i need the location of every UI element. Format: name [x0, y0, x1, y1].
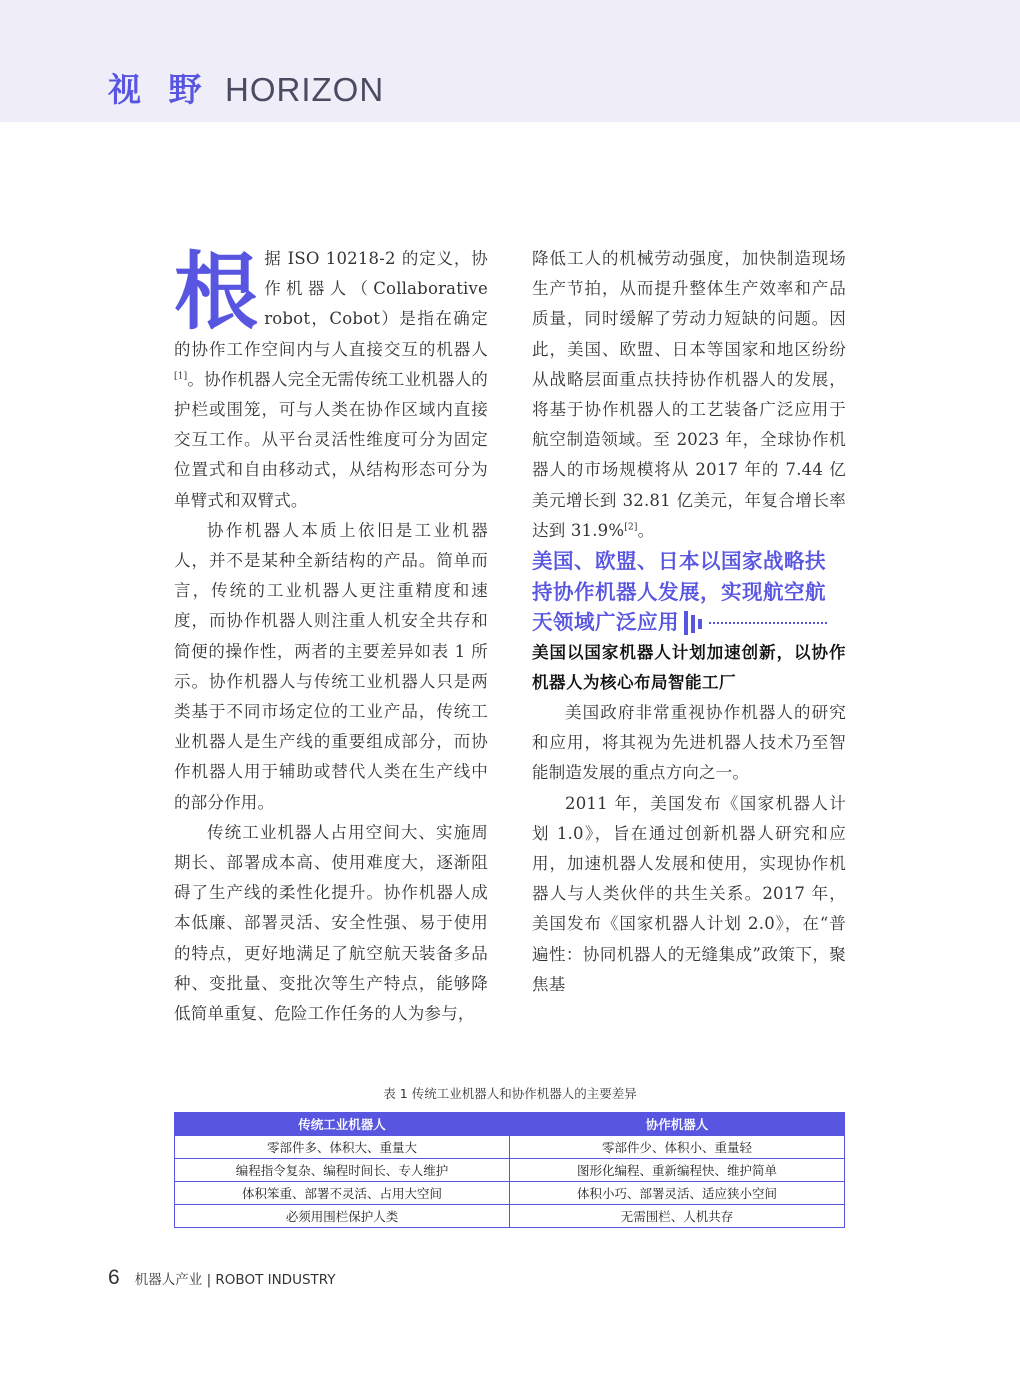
- left-p1-text: 据 ISO 10218-2 的定义，协作机器人（Collaborative robot，Cobot）是指在确定的协作工作空间内与人直接交互的机器人: [174, 249, 488, 359]
- page-number: 6: [108, 1266, 120, 1289]
- left-paragraph-3: 传统工业机器人占用空间大、实施周期长、部署成本高、使用难度大，逐渐阻碍了生产线的柔性化提升。协作机器人成本低廉、部署灵活、安全性强、易于使用的特点，更好地满足了航空航天装备多品种、变批量、变批次等生产特点，能够降低简单重复、危险工作任务的人为参与，: [174, 822, 488, 1024]
- footer-text: 机器人产业 | ROBOT INDUSTRY: [134, 1272, 336, 1288]
- table-cell: 体积笨重、部署不灵活、占用大空间: [175, 1182, 510, 1205]
- table-cell: 零部件多、体积大、重量大: [175, 1136, 510, 1159]
- table-cell: 零部件少、体积小、重量轻: [510, 1136, 845, 1159]
- section-title-cn: 视 野: [108, 70, 210, 109]
- left-column: [174, 244, 488, 1029]
- table-header-row: [175, 1113, 845, 1136]
- right-paragraph-2: 美国政府非常重视协作机器人的研究和应用，将其视为先进机器人技术乃至智能制造发展的重点方向之一。: [532, 702, 846, 783]
- left-paragraph-2: 协作机器人本质上依旧是工业机器人，并不是某种全新结构的产品。简单而言，传统的工业机器人更注重精度和速度，而协作机器人则注重人机安全共存和简便的操作性，两者的主要差异如表 1 所示。协作机器人与传统工业机器人只是两类基于不同市场定位的工业产品，传统工业机器人是生产线的重要组成部分，而协作机器人用于辅助或替代人类在生产线中的部分作用。: [174, 520, 488, 812]
- drop-cap: 根: [174, 243, 259, 341]
- left-paragraph-1: [174, 244, 488, 516]
- section-title-en: HORIZON: [225, 71, 385, 108]
- right-column: [532, 244, 846, 1000]
- sub-subheading: 美国以国家机器人计划加速创新，以协作机器人为核心布局智能工厂: [532, 642, 846, 692]
- comparison-table: [174, 1112, 845, 1228]
- subheading: [532, 546, 846, 638]
- table-row: [175, 1182, 845, 1205]
- right-p1-text: 降低工人的机械劳动强度，加快制造现场生产节拍，从而提升整体生产效率和产品质量，同时缓解了劳动力短缺的问题。因此，美国、欧盟、日本等国家和地区纷纷从战略层面重点扶持协作机器人的发展，将基于协作机器人的工艺装备广泛应用于航空制造领域。至 2023 年，全球协作机器人的市场规模将从 2017 年的 7.44 亿美元增长到 32.81 亿美元，年复合增长率达到 31.9%: [532, 249, 846, 540]
- table-cell: 无需围栏、人机共存: [510, 1205, 845, 1228]
- dotted-line: [709, 622, 827, 624]
- table-cell: 图形化编程、重新编程快、维护简单: [510, 1159, 845, 1182]
- table-row: [175, 1205, 845, 1228]
- reference-1[interactable]: [1]: [174, 371, 188, 382]
- section-title: [108, 70, 384, 110]
- bars-decoration-icon: [683, 611, 707, 635]
- table-cell: 体积小巧、部署灵活、适应狭小空间: [510, 1182, 845, 1205]
- right-paragraph-1: [532, 244, 846, 546]
- left-p1-tail: 。协作机器人完全无需传统工业机器人的护栏或围笼，可与人类在协作区域内直接交互工作。从平台灵活性维度可分为固定位置式和自由移动式，从结构形态可分为单臂式和双臂式。: [174, 369, 488, 510]
- subheading-text: 美国、欧盟、日本以国家战略扶持协作机器人发展，实现航空航天领域广泛应用: [532, 549, 826, 635]
- table-header-cell: 传统工业机器人: [175, 1113, 510, 1136]
- table-row: [175, 1136, 845, 1159]
- table-row: [175, 1159, 845, 1182]
- page-footer: [108, 1266, 336, 1290]
- right-p1-tail: 。: [637, 520, 655, 540]
- table-caption: 表 1 传统工业机器人和协作机器人的主要差异: [383, 1086, 637, 1101]
- table-cell: 编程指令复杂、编程时间长、专人维护: [175, 1159, 510, 1182]
- reference-2[interactable]: [2]: [624, 522, 638, 533]
- table-header-cell: 协作机器人: [510, 1113, 845, 1136]
- table-cell: 必须用围栏保护人类: [175, 1205, 510, 1228]
- right-paragraph-3: 2011 年，美国发布《国家机器人计划 1.0》，旨在通过创新机器人研究和应用，加速机器人发展和使用，实现协作机器人与人类伙伴的共生关系。2017 年，美国发布《国家机器人计划 2.0》，在“普遍性：协同机器人的无缝集成”政策下，聚焦基: [532, 793, 846, 994]
